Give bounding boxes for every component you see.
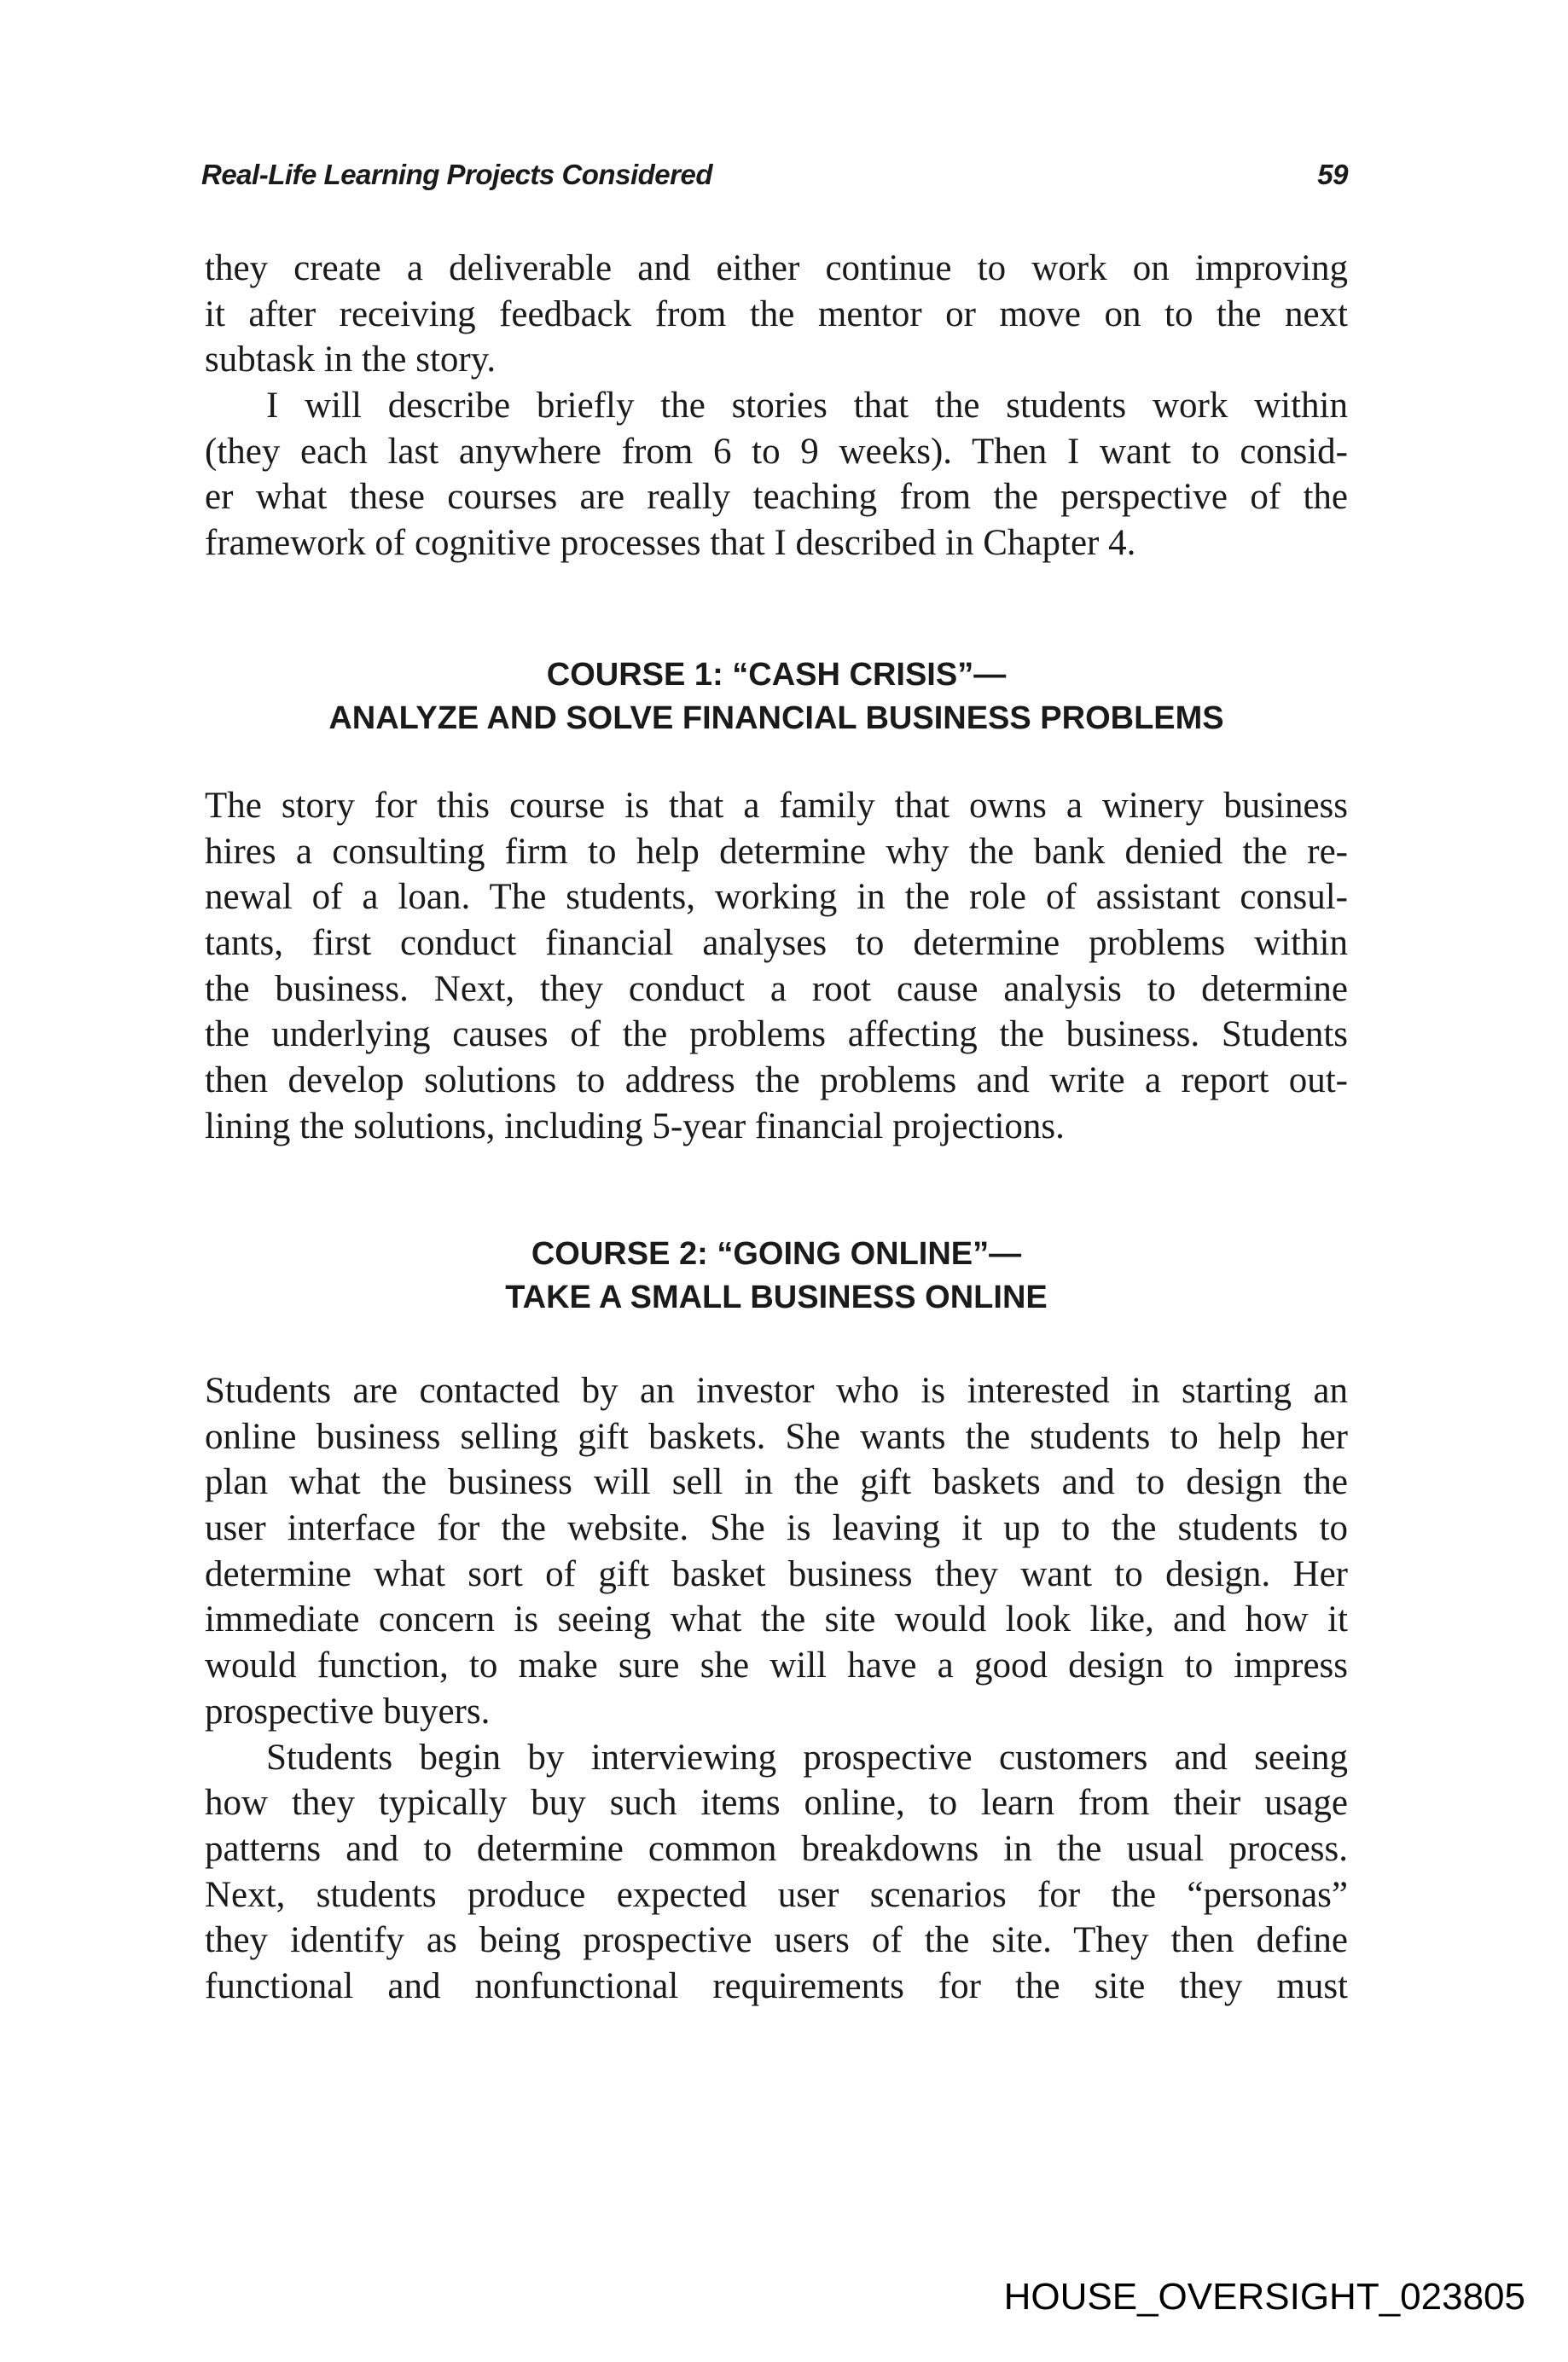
text-line: subtask in the story. [205, 340, 497, 380]
text-line: newal of a loan. The students, working in the role of assistant consul- [205, 877, 1348, 918]
text-line: patterns and to determine common breakdowns in the usual process. [205, 1828, 1348, 1869]
page-number: 59 [1317, 159, 1348, 190]
course-2-text [205, 1368, 1348, 2010]
bates-number: HOUSE_OVERSIGHT_023805 [1003, 2276, 1525, 2318]
text-line: they create a deliverable and either continue to work on improving [205, 248, 1348, 288]
course-1-text [205, 783, 1348, 1150]
text-line: functional and nonfunctional requirements for the site they must [205, 1965, 1348, 2006]
text-line: determine what sort of gift basket business they want to design. Her [205, 1553, 1348, 1594]
text-line: the underlying causes of the problems affecting the business. Students [205, 1014, 1348, 1055]
text-line: they identify as being prospective users of the site. They then define [205, 1920, 1348, 1961]
text-line: immediate concern is seeing what the site would look like, and how it [205, 1599, 1348, 1640]
intro-text [205, 246, 1348, 566]
text-line: how they typically buy such items online, to learn from their usage [205, 1783, 1348, 1824]
text-line: Next, students produce expected user scenarios for the “personas” [205, 1874, 1348, 1915]
text-line: prospective buyers. [205, 1691, 491, 1732]
text-line: online business selling gift baskets. She wants the students to help her [205, 1416, 1348, 1457]
text-line: Students begin by interviewing prospective customers and seeing [266, 1737, 1348, 1778]
text-line: tants, first conduct financial analyses to determine problems within [205, 923, 1348, 964]
text-line: I will describe briefly the stories that the students work within [266, 386, 1348, 427]
text-line: lining the solutions, including 5-year financial projections. [205, 1106, 1065, 1146]
text-line: user interface for the website. She is leaving it up to the students to [205, 1508, 1348, 1549]
heading-line: COURSE 1: “CASH CRISIS”— [546, 657, 1007, 693]
heading-line: TAKE A SMALL BUSINESS ONLINE [505, 1280, 1048, 1315]
course-1-heading [205, 653, 1348, 740]
text-line: (they each last anywhere from 6 to 9 weeks). Then I want to consid- [205, 431, 1348, 472]
text-line: then develop solutions to address the problems and write a report out- [205, 1060, 1348, 1101]
text-line: framework of cognitive processes that I described in Chapter 4. [205, 523, 1136, 564]
heading-line: ANALYZE AND SOLVE FINANCIAL BUSINESS PROBLEMS [328, 700, 1224, 736]
text-line: it after receiving feedback from the mentor or move on to the next [205, 293, 1348, 334]
text-line: would function, to make sure she will have a good design to impress [205, 1645, 1348, 1686]
heading-line: COURSE 2: “GOING ONLINE”— [531, 1236, 1022, 1272]
text-line: er what these courses are really teaching from the perspective of the [205, 477, 1348, 518]
text-line: plan what the business will sell in the gift baskets and to design the [205, 1462, 1348, 1503]
text-line: The story for this course is that a family that owns a winery business [205, 786, 1348, 826]
text-line: hires a consulting firm to help determine why the bank denied the re- [205, 831, 1348, 872]
course-2-heading [205, 1233, 1348, 1320]
text-line: Students are contacted by an investor who is interested in starting an [205, 1371, 1348, 1411]
running-head: Real-Life Learning Projects Considered [201, 159, 712, 190]
text-line: the business. Next, they conduct a root cause analysis to determine [205, 968, 1348, 1009]
